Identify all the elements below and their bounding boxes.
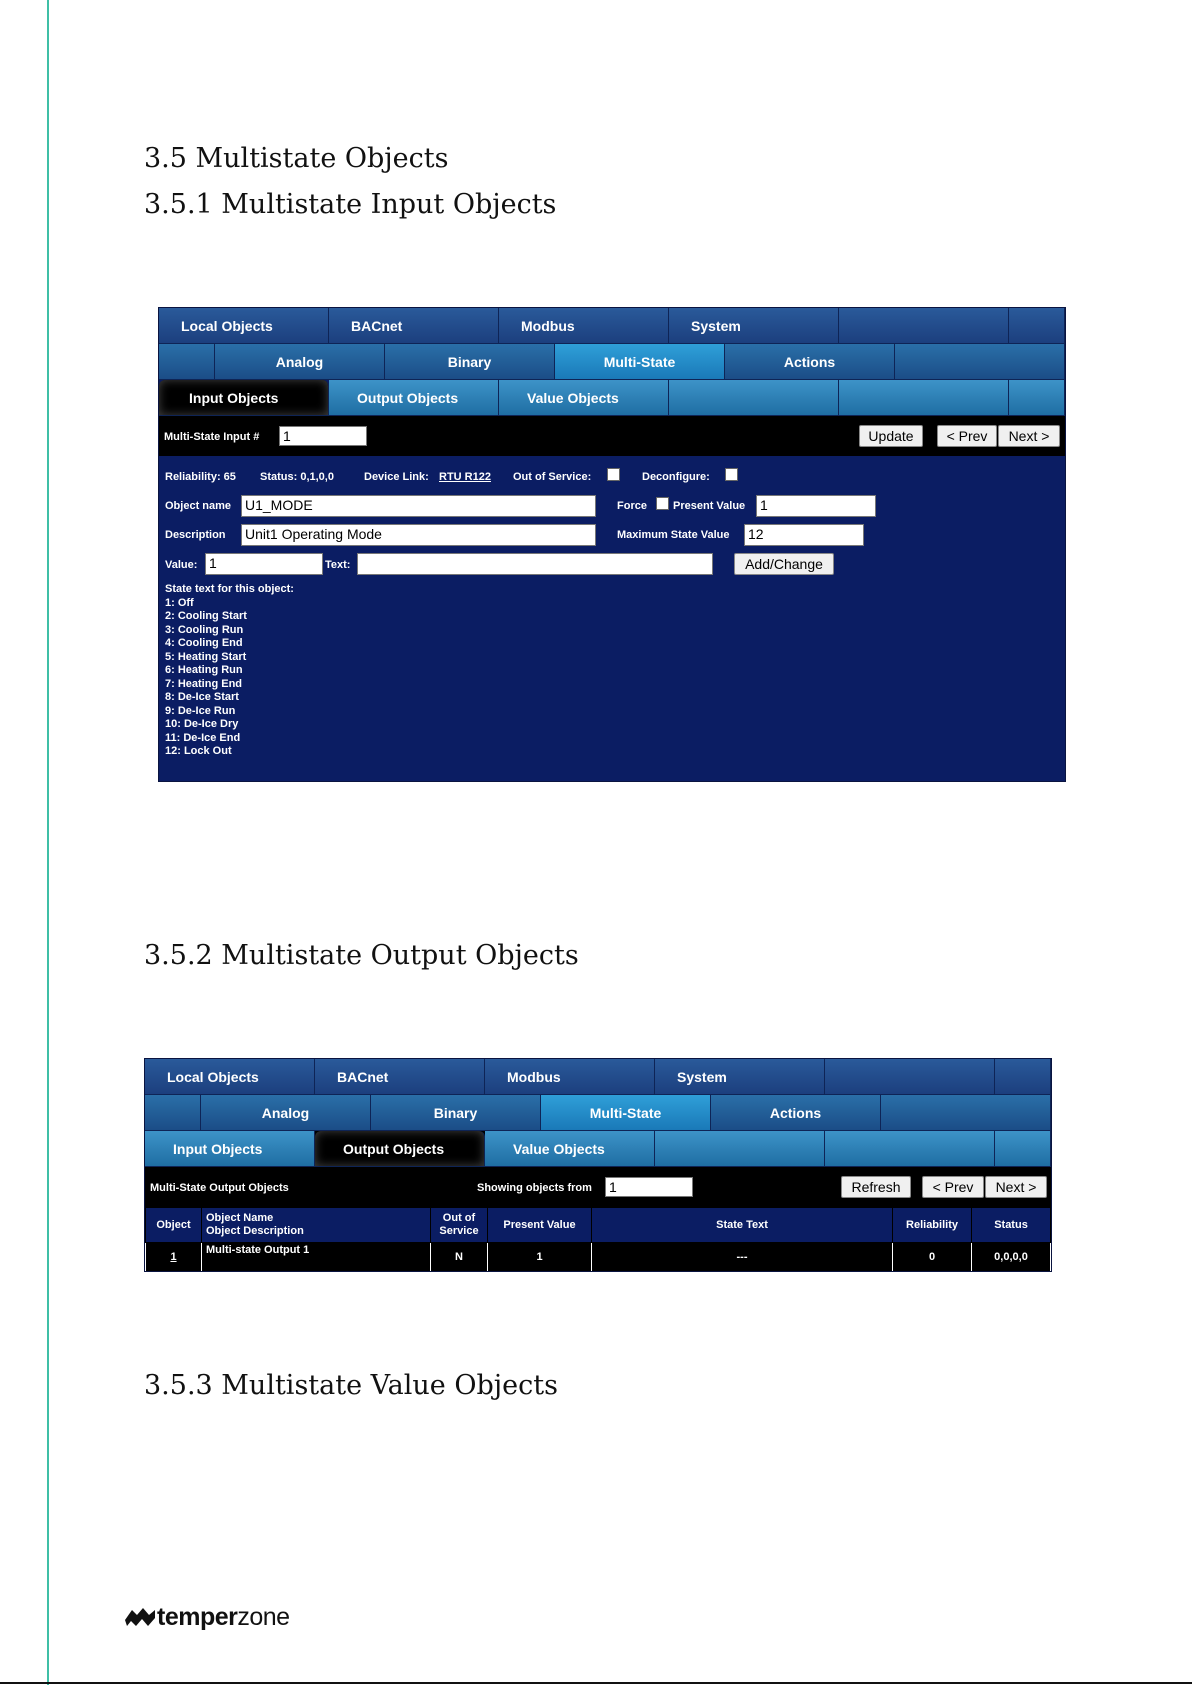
add-change-button[interactable]: Add/Change [734,553,834,575]
reliability-text: Reliability: 65 [165,471,236,483]
multistate-output-panel [144,1058,1052,1272]
third-nav [145,1131,1051,1167]
cell-out-of-service: N [431,1243,488,1272]
state-item: 2: Cooling Start [165,610,247,622]
second-nav [145,1095,1051,1131]
col-reliability: Reliability [893,1208,972,1243]
device-link[interactable]: RTU R122 [439,471,491,483]
tab-input-objects[interactable]: Input Objects [159,380,329,416]
col-name-label: Object Name [206,1212,274,1224]
tab-analog[interactable]: Analog [215,344,385,380]
tab-empty [995,1059,1051,1095]
col-status: Status [972,1208,1051,1243]
tab-binary[interactable]: Binary [371,1095,541,1131]
tab-output-objects[interactable]: Output Objects [315,1131,485,1167]
tab-modbus[interactable]: Modbus [499,308,669,344]
state-item: 6: Heating Run [165,664,243,676]
tab-spacer [159,344,215,380]
section-heading-3-5-2: 3.5.2 Multistate Output Objects [144,940,579,971]
value-input[interactable]: 1 [205,553,323,575]
tab-multi-state[interactable]: Multi-State [555,344,725,380]
state-item: 7: Heating End [165,677,243,690]
output-objects-table [145,1207,1051,1272]
state-item: 9: De-Ice Run [165,704,236,717]
tab-actions[interactable]: Actions [725,344,895,380]
output-toolbar [145,1167,1051,1207]
tab-empty [995,1131,1051,1167]
value-label: Value: [165,559,198,571]
description-label: Description [165,529,226,541]
tab-input-objects[interactable]: Input Objects [145,1131,315,1167]
tab-bacnet[interactable]: BACnet [329,308,499,344]
tab-empty [825,1131,995,1167]
tab-value-objects[interactable]: Value Objects [499,380,669,416]
prev-button[interactable]: < Prev [922,1176,984,1198]
tab-spacer [145,1095,201,1131]
state-item: 10: De-Ice Dry [165,718,239,730]
tab-empty [895,344,1065,380]
tab-empty [839,380,1009,416]
object-name-label: Object name [165,500,232,512]
prev-button[interactable]: < Prev [937,425,997,447]
tab-empty [655,1131,825,1167]
out-of-service-label: Out of Service: [513,471,592,483]
selector-input[interactable]: 1 [279,426,367,446]
col-object-name [202,1208,431,1243]
tab-analog[interactable]: Analog [201,1095,371,1131]
col-oos-line2: Service [439,1225,479,1237]
force-checkbox[interactable] [656,497,669,510]
logo-mark-icon [123,1606,157,1630]
next-button[interactable]: Next > [985,1176,1047,1198]
tab-multi-state[interactable]: Multi-State [541,1095,711,1131]
cell-object-name: Multi-state Output 1 [202,1243,431,1272]
present-value-input[interactable]: 1 [756,495,876,517]
tab-binary[interactable]: Binary [385,344,555,380]
footer-rule [0,1682,1192,1684]
margin-line [47,0,49,1685]
tab-local-objects[interactable]: Local Objects [145,1059,315,1095]
status-text: Status: 0,1,0,0 [260,471,334,483]
showing-input[interactable]: 1 [605,1177,693,1197]
present-value-label: Present Value [673,500,746,512]
section-heading-3-5: 3.5 Multistate Objects [144,143,449,174]
cell-present-value: 1 [488,1243,592,1272]
text-label: Text: [325,559,351,571]
col-object: Object [146,1208,202,1243]
state-item: 3: Cooling Run [165,623,244,636]
out-of-service-checkbox[interactable] [607,468,620,481]
top-nav [145,1059,1051,1095]
max-state-input[interactable]: 12 [744,524,864,546]
multistate-input-panel [158,307,1066,782]
max-state-label: Maximum State Value [617,529,730,541]
table-row [146,1243,1051,1272]
selector-label: Multi-State Input # [164,431,260,443]
section-heading-3-5-3: 3.5.3 Multistate Value Objects [144,1370,558,1401]
cell-state-text: --- [592,1243,893,1272]
force-label: Force [617,500,647,512]
state-item: 11: De-Ice End [165,731,241,744]
refresh-button[interactable]: Refresh [841,1176,911,1198]
tab-actions[interactable]: Actions [711,1095,881,1131]
tab-bacnet[interactable]: BACnet [315,1059,485,1095]
next-button[interactable]: Next > [998,425,1060,447]
text-input[interactable] [357,553,713,575]
state-item: 5: Heating Start [165,650,247,663]
table-header-row [146,1208,1051,1243]
selector-bar [159,416,1065,456]
section-heading-3-5-1: 3.5.1 Multistate Input Objects [144,189,557,220]
output-title: Multi-State Output Objects [150,1182,289,1194]
cell-object-link[interactable]: 1 [146,1243,202,1272]
update-button[interactable]: Update [859,425,923,447]
deconfigure-checkbox[interactable] [725,468,738,481]
state-item: 4: Cooling End [165,637,243,649]
tab-system[interactable]: System [655,1059,825,1095]
state-item: 12: Lock Out [165,745,232,757]
object-name-input[interactable]: U1_MODE [241,495,596,517]
description-input[interactable]: Unit1 Operating Mode [241,524,596,546]
tab-local-objects[interactable]: Local Objects [159,308,329,344]
showing-label: Showing objects from [477,1182,592,1194]
state-item: 1: Off [165,596,194,609]
tab-system[interactable]: System [669,308,839,344]
tab-empty [1009,308,1065,344]
tab-empty [839,308,1009,344]
device-link-label: Device Link: [364,471,429,483]
col-out-of-service [431,1208,488,1243]
tab-output-objects[interactable]: Output Objects [329,380,499,416]
logo-text: temperzone [157,1603,290,1631]
third-nav [159,380,1065,416]
col-desc-label: Object Description [206,1225,304,1237]
tab-empty [825,1059,995,1095]
col-present-value: Present Value [488,1208,592,1243]
state-text-title: State text for this object: [165,583,294,595]
tab-empty [1009,380,1065,416]
deconfigure-label: Deconfigure: [642,471,710,483]
cell-reliability: 0 [893,1243,972,1272]
col-oos-line1: Out of [442,1212,476,1224]
tab-modbus[interactable]: Modbus [485,1059,655,1095]
top-nav [159,308,1065,344]
col-state-text: State Text [592,1208,893,1243]
state-item: 8: De-Ice Start [165,691,239,703]
tab-value-objects[interactable]: Value Objects [485,1131,655,1167]
temperzone-logo [123,1603,290,1632]
second-nav [159,344,1065,380]
tab-empty [881,1095,1051,1131]
state-text-list [165,583,294,759]
tab-empty [669,380,839,416]
cell-status: 0,0,0,0 [972,1243,1051,1272]
